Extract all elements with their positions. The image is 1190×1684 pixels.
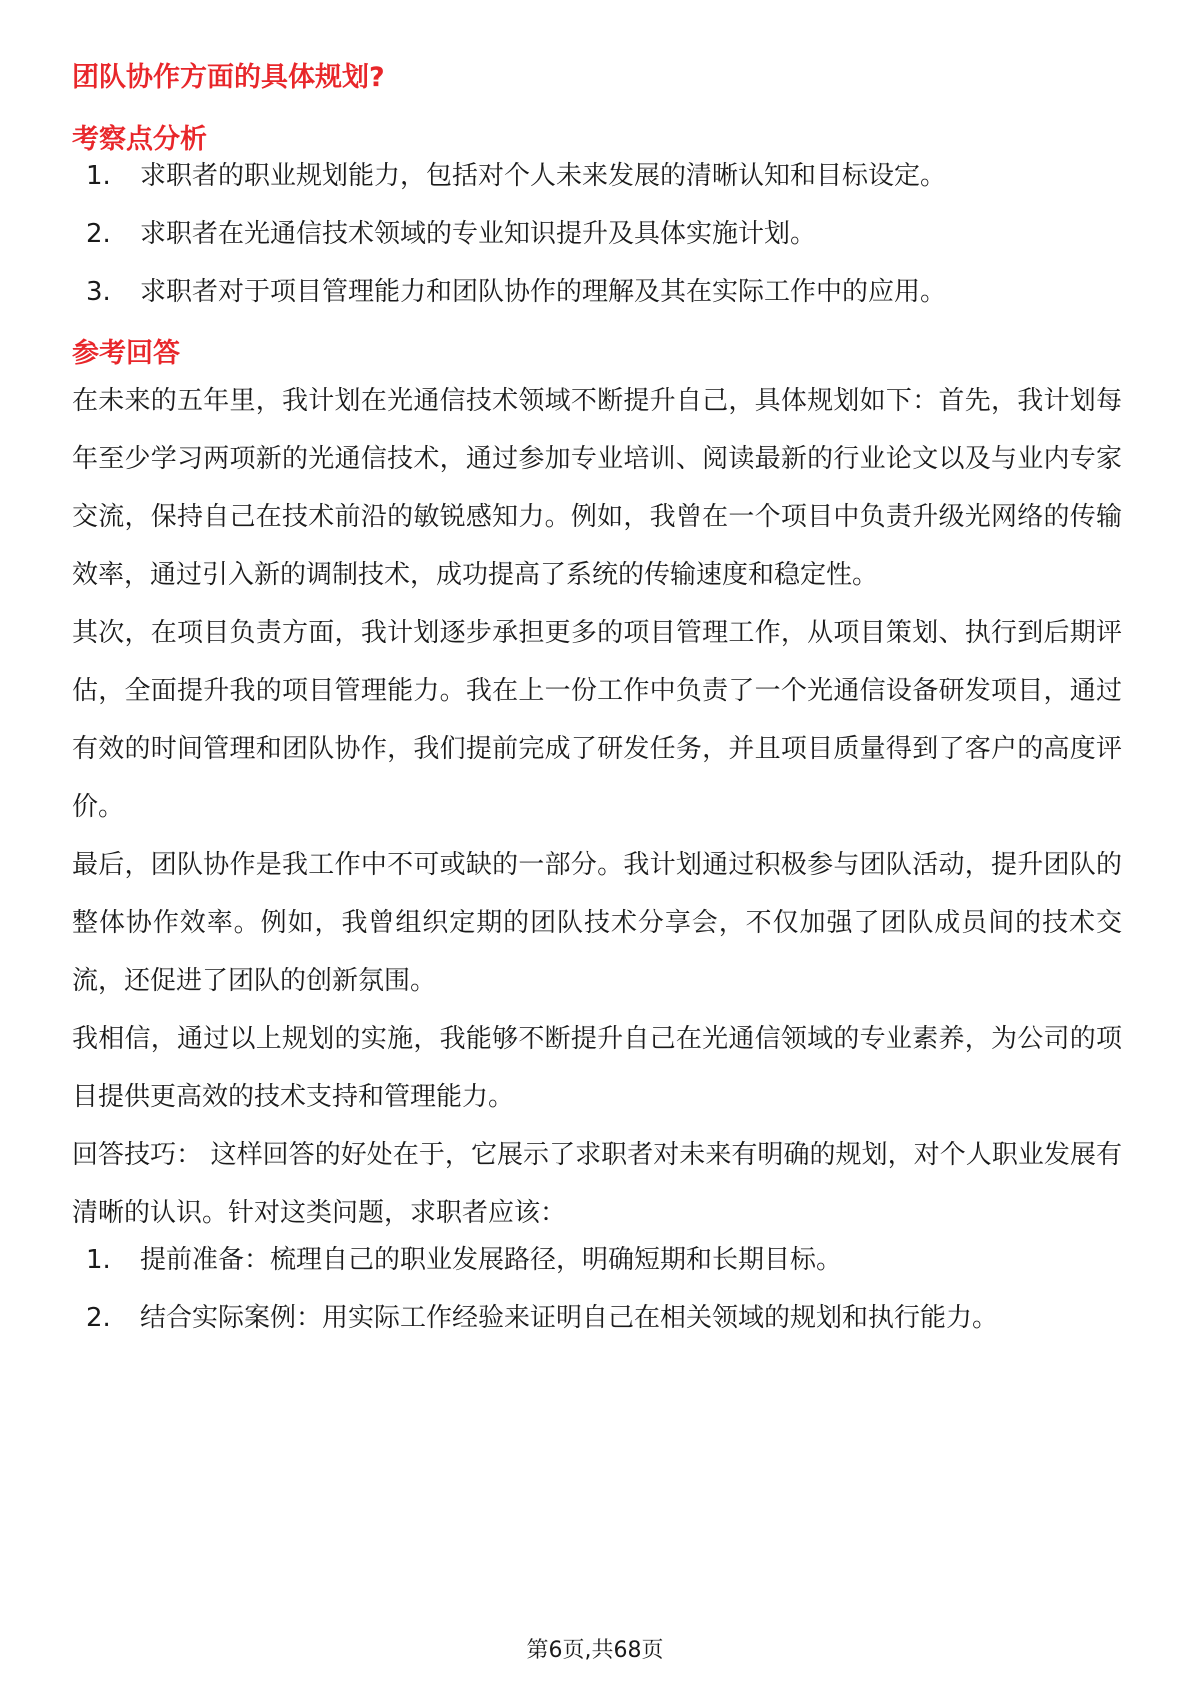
list-text: 结合实际案例：用实际工作经验来证明自己在相关领域的规划和执行能力。 — [140, 1303, 999, 1333]
list-item — [72, 1242, 1122, 1278]
list-item — [72, 158, 1122, 194]
analysis-list — [72, 158, 1122, 310]
list-item — [72, 1300, 1122, 1336]
page-footer: 第6页,共68页 — [526, 1638, 664, 1663]
document-page — [72, 0, 1122, 1358]
list-item — [72, 216, 1122, 252]
list-number: 3. — [86, 277, 111, 307]
list-number: 1. — [86, 1245, 111, 1275]
tips-list — [72, 1242, 1122, 1336]
list-text: 求职者对于项目管理能力和团队协作的理解及其在实际工作中的应用。 — [140, 277, 947, 307]
analysis-heading: 考察点分析 — [72, 124, 207, 155]
question-title: 团队协作方面的具体规划? — [72, 62, 385, 93]
answer-paragraph: 在未来的五年里，我计划在光通信技术领域不断提升自己，具体规划如下：首先，我计划每年至少学习两项新的光通信技术，通过参加专业培训、阅读最新的行业论文以及与业内专家交流，保持自己在技术前沿的敏锐感知力。例如，我曾在一个项目中负责升级光网络的传输效率，通过引入新的调制技术，成功提高了系统的传输速度和稳定性。 — [72, 386, 1122, 590]
list-number: 2. — [86, 1303, 111, 1333]
answer-paragraph: 最后，团队协作是我工作中不可或缺的一部分。我计划通过积极参与团队活动，提升团队的整体协作效率。例如，我曾组织定期的团队技术分享会，不仅加强了团队成员间的技术交流，还促进了团队的创新氛围。 — [72, 850, 1122, 996]
list-number: 1. — [86, 161, 111, 191]
tips-intro-paragraph: 回答技巧： 这样回答的好处在于，它展示了求职者对未来有明确的规划，对个人职业发展有清晰的认识。针对这类问题，求职者应该： — [72, 1140, 1122, 1228]
list-item — [72, 274, 1122, 310]
answer-heading: 参考回答 — [72, 338, 180, 369]
list-text: 求职者在光通信技术领域的专业知识提升及具体实施计划。 — [140, 219, 817, 249]
list-text: 提前准备：梳理自己的职业发展路径，明确短期和长期目标。 — [140, 1245, 843, 1275]
answer-paragraph: 其次，在项目负责方面，我计划逐步承担更多的项目管理工作，从项目策划、执行到后期评估，全面提升我的项目管理能力。我在上一份工作中负责了一个光通信设备研发项目，通过有效的时间管理和团队协作，我们提前完成了研发任务，并且项目质量得到了客户的高度评价。 — [72, 618, 1122, 822]
list-text: 求职者的职业规划能力，包括对个人未来发展的清晰认知和目标设定。 — [140, 161, 947, 191]
list-number: 2. — [86, 219, 111, 249]
answer-paragraph: 我相信，通过以上规划的实施，我能够不断提升自己在光通信领域的专业素养，为公司的项目提供更高效的技术支持和管理能力。 — [72, 1024, 1122, 1112]
